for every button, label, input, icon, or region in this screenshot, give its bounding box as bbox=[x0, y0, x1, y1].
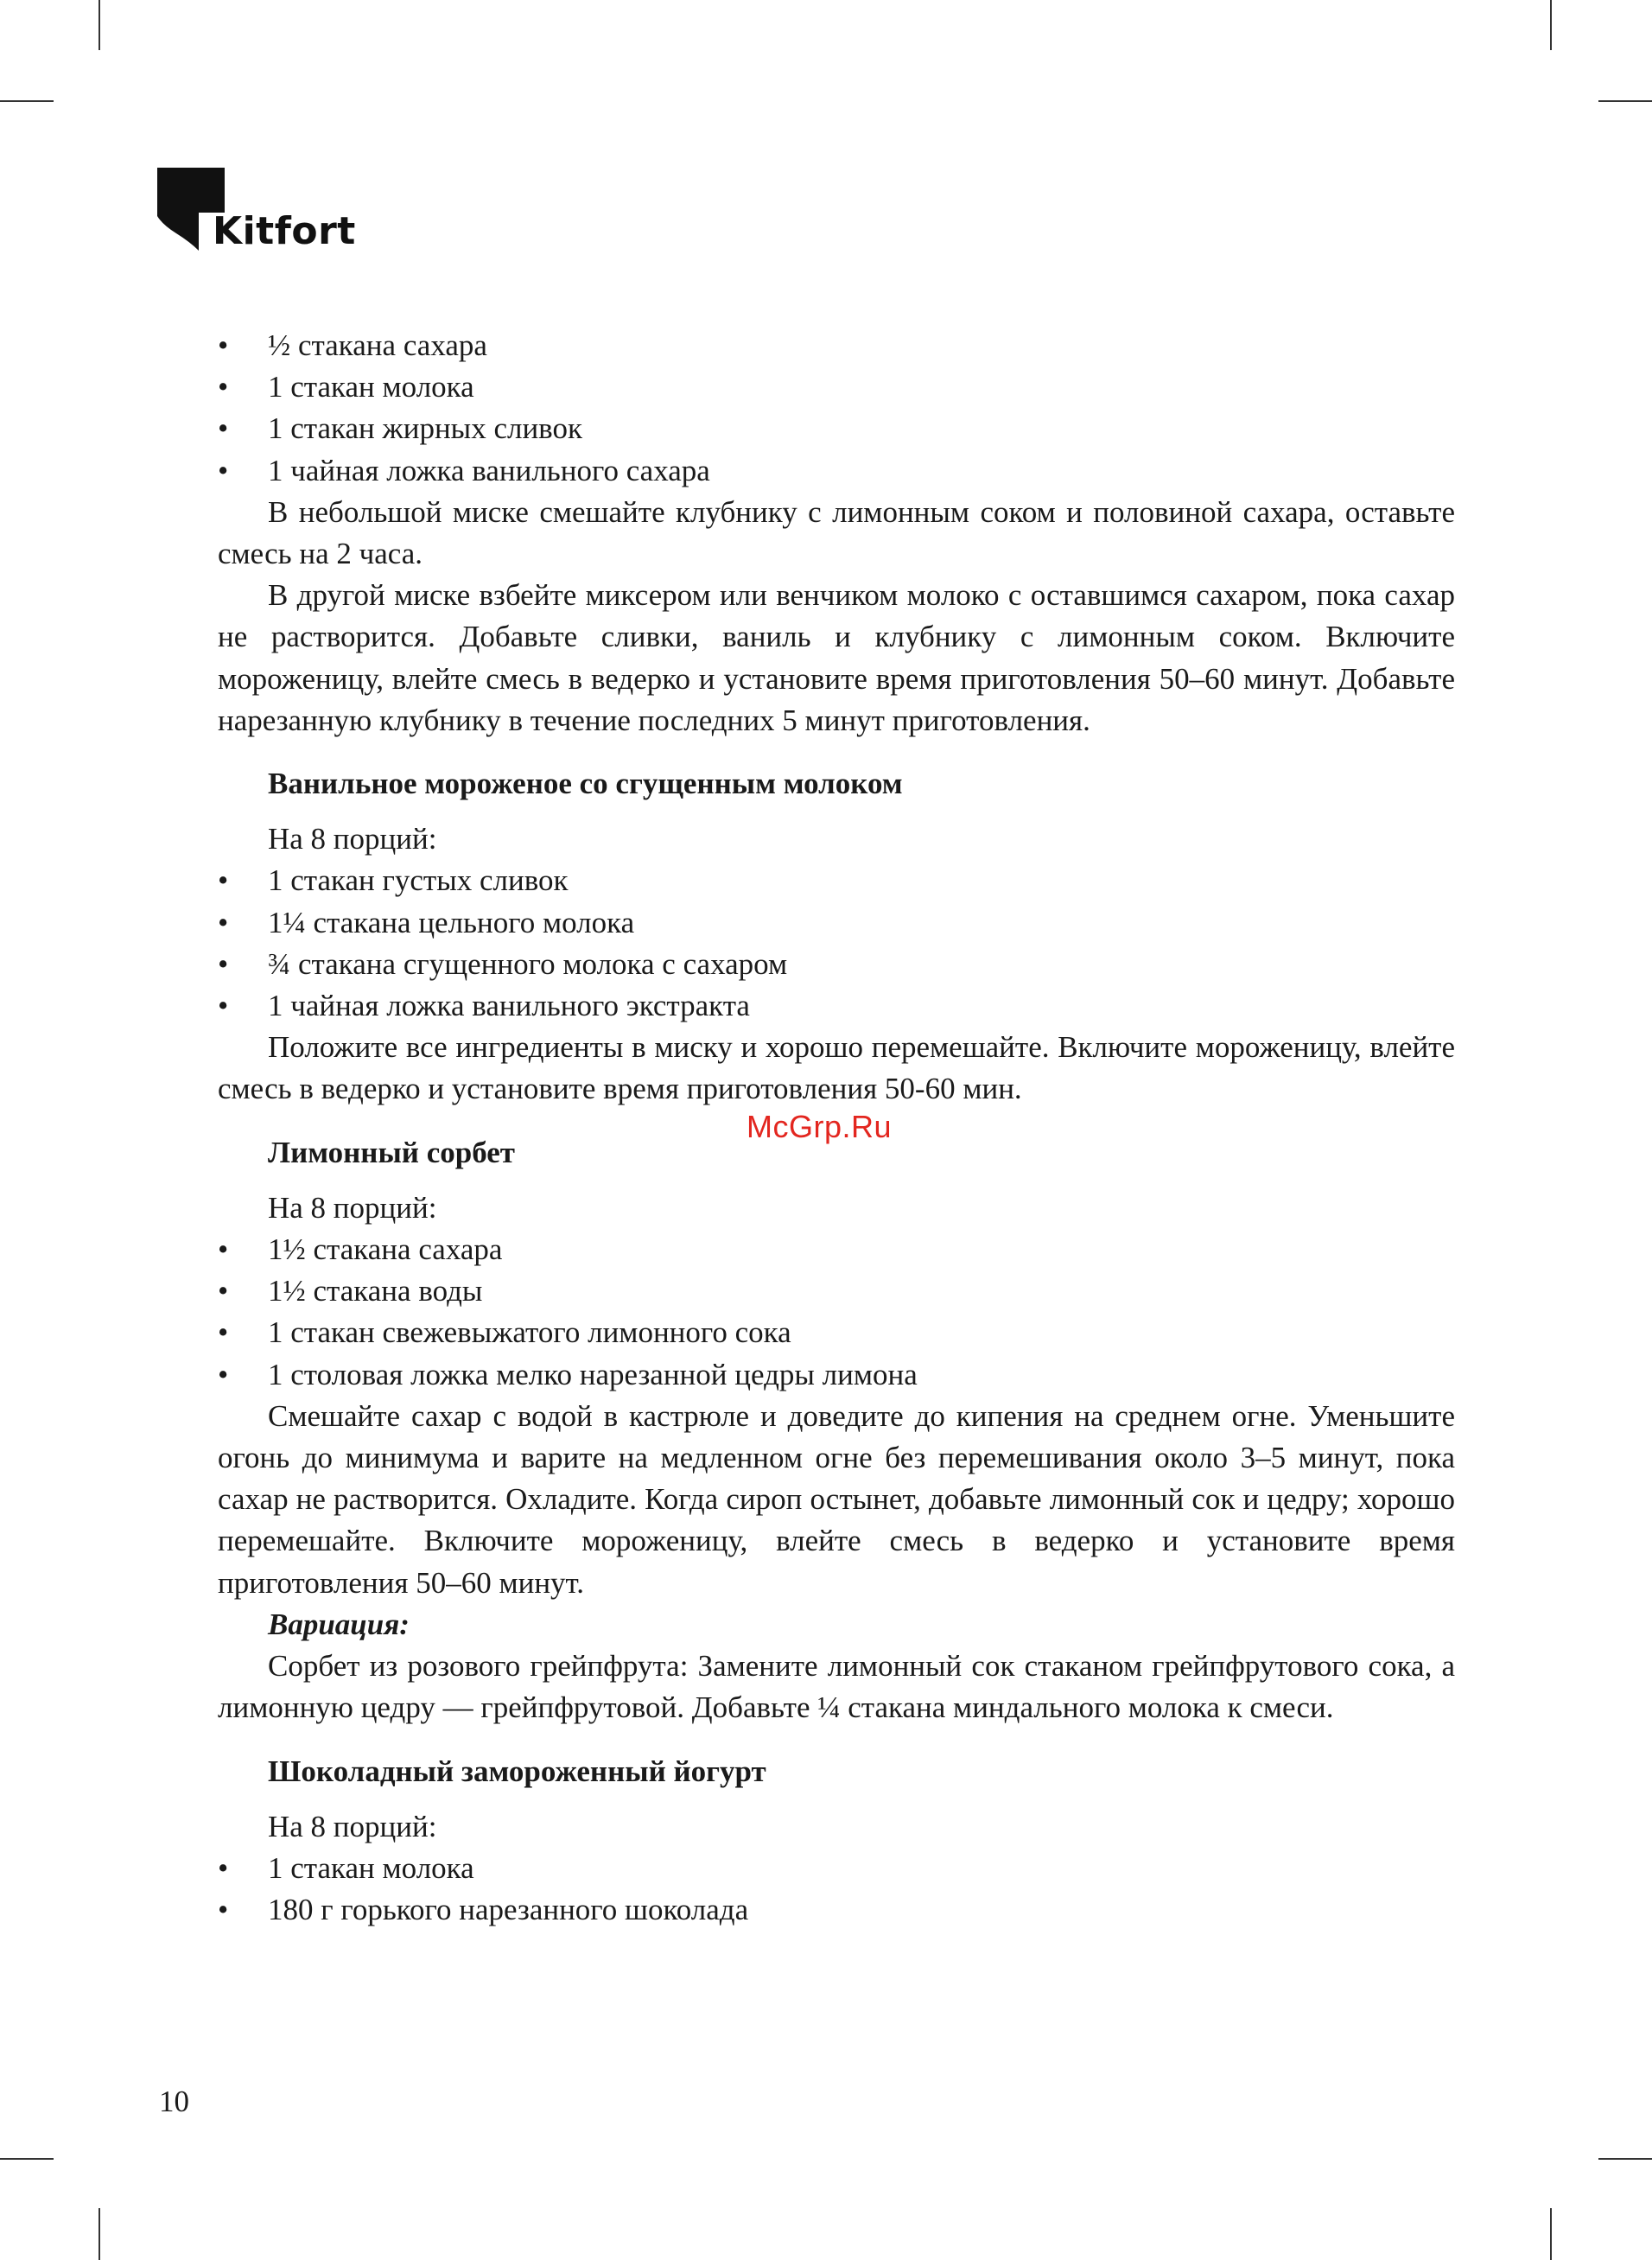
list-item: • 1 стакан густых сливок bbox=[218, 860, 1455, 901]
ingredient-list bbox=[218, 860, 1455, 1027]
paragraph: В другой миске взбейте миксером или венчиком молоко с оставшимся сахаром, пока сахар не растворится. Добавьте сливки, ваниль и клубнику с лимонным соком. Включите мороженицу, влейте смесь в ведерко и установите время приготовления 50–60 минут. Добавьте нарезанную клубнику в течение последних 5 минут приготовления. bbox=[218, 578, 1455, 737]
recipe-title: Шоколадный замороженный йогурт bbox=[268, 1754, 766, 1788]
list-item: • 1 стакан свежевыжатого лимонного сока bbox=[218, 1312, 1455, 1353]
crop-mark bbox=[1550, 0, 1552, 50]
list-item: • 1½ стакана сахара bbox=[218, 1229, 1455, 1270]
list-item: • 180 г горького нарезанного шоколада bbox=[218, 1889, 1455, 1931]
crop-mark bbox=[0, 100, 54, 102]
ingredient-list bbox=[218, 1229, 1455, 1396]
watermark: McGrp.Ru bbox=[747, 1109, 893, 1144]
crop-mark bbox=[98, 2208, 100, 2260]
crop-mark bbox=[0, 2158, 54, 2160]
crop-mark bbox=[1550, 2208, 1552, 2260]
paragraph: Сорбет из розового грейпфрута: Замените лимонный сок стаканом грейпфрутового сока, а лимонную цедру — грейпфрутовой. Добавьте ¼ стакана миндального молока к смеси. bbox=[218, 1649, 1455, 1725]
recipe-title: Лимонный сорбет bbox=[268, 1135, 515, 1169]
servings: На 8 порций: bbox=[268, 1809, 437, 1843]
ingredient-list bbox=[218, 1848, 1455, 1931]
brand-logo bbox=[157, 168, 356, 263]
paragraph: Смешайте сахар с водой в кастрюле и доведите до кипения на среднем огне. Уменьшите огонь до минимума и варите на медленном огне без перемешивания около 3–5 минут, пока сахар не растворится. Охладите. Когда сироп остынет, добавьте лимонный сок и цедру; хорошо перемешайте. Включите мороженицу, влейте смесь в ведерко и установите время приготовления 50–60 минут. bbox=[218, 1398, 1455, 1600]
paragraph: Положите все ингредиенты в миску и хорошо перемешайте. Включите мороженицу, влейте смесь в ведерко и установите время приготовления 50-60 мин. bbox=[218, 1030, 1455, 1106]
crop-mark bbox=[1598, 2158, 1652, 2160]
list-item: • 1 стакан жирных сливок bbox=[218, 408, 1455, 449]
crop-mark bbox=[98, 0, 100, 50]
list-item: • 1 чайная ложка ванильного сахара bbox=[218, 450, 1455, 492]
page-number: 10 bbox=[159, 2085, 189, 2118]
list-item: • 1 чайная ложка ванильного экстракта bbox=[218, 985, 1455, 1027]
servings: На 8 порций: bbox=[268, 1190, 437, 1225]
servings: На 8 порций: bbox=[268, 822, 437, 856]
list-item: • 1½ стакана воды bbox=[218, 1270, 1455, 1312]
paragraph: В небольшой миске смешайте клубнику с лимонным соком и половиной сахара, оставьте смесь на 2 часа. bbox=[218, 494, 1455, 571]
ingredient-list bbox=[218, 325, 1455, 492]
variation-label: Вариация: bbox=[268, 1607, 410, 1641]
list-item: • 1 стакан молока bbox=[218, 366, 1455, 408]
list-item: • 1 стакан молока bbox=[218, 1848, 1455, 1889]
list-item: • 1 столовая ложка мелко нарезанной цедры лимона bbox=[218, 1354, 1455, 1396]
list-item: • 1¼ стакана цельного молока bbox=[218, 902, 1455, 944]
list-item: • ¾ стакана сгущенного молока с сахаром bbox=[218, 944, 1455, 985]
recipe-title: Ванильное мороженое со сгущенным молоком bbox=[268, 767, 903, 801]
brand-name: Kitfort bbox=[213, 209, 356, 253]
crop-mark bbox=[1598, 100, 1652, 102]
list-item: • ½ стакана сахара bbox=[218, 325, 1455, 366]
